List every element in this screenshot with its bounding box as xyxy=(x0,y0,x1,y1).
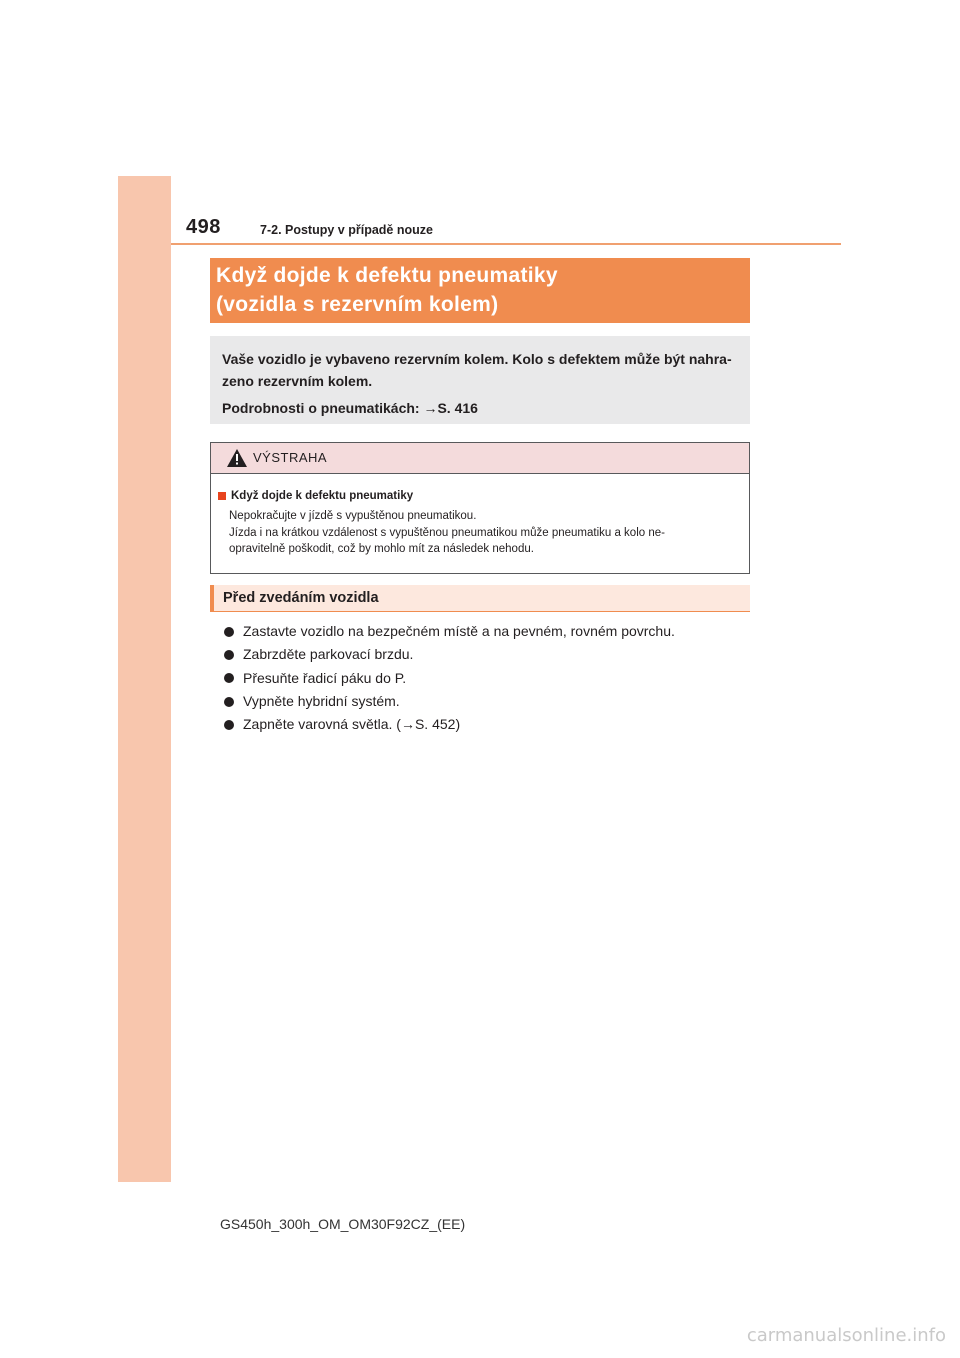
bullet-dot-icon xyxy=(224,720,234,730)
list-item: Zastavte vozidlo na bezpečném místě a na pevném, rovném povrchu. xyxy=(224,620,675,643)
intro-box xyxy=(210,336,750,424)
intro-line-2: zeno rezervním kolem. xyxy=(222,373,373,389)
warning-triangle-icon xyxy=(227,449,247,467)
warning-line-1: Nepokračujte v jízdě s vypuštěnou pneumatikou. xyxy=(229,510,477,522)
warning-header xyxy=(211,443,749,474)
list-item[interactable]: Zapněte varovná světla. (→S. 452) xyxy=(224,713,675,736)
side-tab xyxy=(118,176,171,1182)
warning-subtitle: Když dojde k defektu pneumatiky xyxy=(231,490,414,502)
watermark: carmanualsonline.info xyxy=(746,1325,946,1346)
warning-text xyxy=(229,508,739,558)
bullet-dot-icon xyxy=(224,650,234,660)
warning-line-2: Jízda i na krátkou vzdálenost s vypuštěnou pneumatikou může pneumatiku a kolo ne- xyxy=(229,526,665,539)
intro-line-1: Vaše vozidlo je vybaveno rezervním kolem. Kolo s defektem může být nahra- xyxy=(222,351,732,367)
page-number: 498 xyxy=(186,216,221,238)
steps-list xyxy=(224,620,675,736)
bullet-dot-icon xyxy=(224,697,234,707)
header-rule xyxy=(171,243,841,245)
list-item: Zabrzděte parkovací brzdu. xyxy=(224,643,675,666)
subheading-text: Před zvedáním vozidla xyxy=(223,590,379,606)
title-line-1: Když dojde k defektu pneumatiky xyxy=(216,264,558,287)
warning-box xyxy=(210,442,750,574)
intro-reference-link[interactable]: Podrobnosti o pneumatikách: →S. 416 xyxy=(222,400,478,416)
title-box xyxy=(210,258,750,323)
square-bullet-icon xyxy=(218,492,226,500)
footer-doc-id: GS450h_300h_OM_OM30F92CZ_(EE) xyxy=(220,1216,466,1232)
warning-line-3: opravitelně poškodit, což by mohlo mít za následek nehodu. xyxy=(229,543,534,555)
warning-subtitle-row xyxy=(218,488,739,504)
section-label: 7-2. Postupy v případě nouze xyxy=(260,223,433,237)
subheading-bar xyxy=(210,585,750,612)
title-line-2: (vozidla s rezervním kolem) xyxy=(216,293,499,316)
warning-title: VÝSTRAHA xyxy=(253,450,328,465)
list-item: Přesuňte řadicí páku do P. xyxy=(224,667,675,690)
warning-body xyxy=(211,474,749,558)
list-item: Vypněte hybridní systém. xyxy=(224,690,675,713)
bullet-dot-icon xyxy=(224,673,234,683)
bullet-dot-icon xyxy=(224,627,234,637)
